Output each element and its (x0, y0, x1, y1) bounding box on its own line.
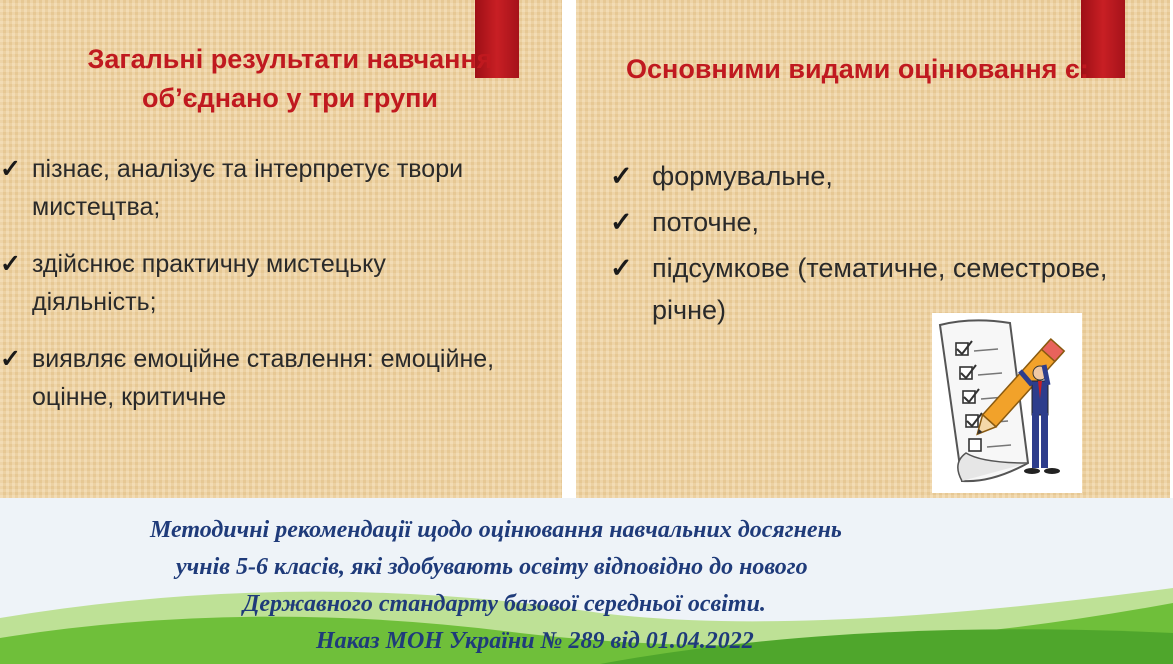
list-item (606, 155, 1166, 197)
check-icon: ✓ (0, 250, 21, 278)
list-item-line1: формувальне, (652, 161, 833, 191)
list-item-line1: підсумкове (тематичне, семестрове, (652, 253, 1108, 283)
right-heading: Основними видами оцінювання є: (626, 54, 1089, 84)
list-item (606, 247, 1166, 331)
check-icon: ✓ (0, 345, 21, 373)
check-icon: ✓ (610, 161, 633, 191)
caption-line4: Наказ МОН України № 289 від 01.04.2022 (316, 628, 754, 654)
check-icon: ✓ (0, 155, 21, 183)
footer-area (0, 498, 1173, 664)
check-icon: ✓ (610, 253, 633, 283)
left-heading (60, 40, 520, 118)
left-heading-line1: Загальні результати навчання (87, 44, 493, 74)
list-item-line1: виявляє емоційне ставлення: емоційне, (32, 345, 495, 373)
list-item (0, 245, 540, 321)
list-item-line1: здійснює практичну мистецьку (32, 250, 386, 278)
caption-line3: Державного стандарту базової середньої освіти. (243, 591, 766, 617)
left-panel (0, 0, 562, 498)
list-item (0, 150, 540, 226)
caption-line2: учнів 5-6 класів, які здобувають освіту відповідно до нового (176, 554, 808, 580)
list-item-line1: поточне, (652, 207, 760, 237)
list-item-line2: мистецтва; (32, 193, 161, 221)
list-item (606, 201, 1166, 243)
assessment-types-list (606, 155, 1166, 335)
learning-results-list (0, 150, 540, 435)
caption-line1: Методичні рекомендації щодо оцінювання навчальних досягнень (150, 517, 842, 543)
right-panel (576, 0, 1170, 498)
list-item (0, 340, 540, 416)
list-item-line2: діяльність; (32, 288, 157, 316)
check-icon: ✓ (610, 207, 633, 237)
list-item-line2: річне) (652, 295, 726, 325)
list-item-line2: оцінне, критичне (32, 383, 227, 411)
left-heading-line2: об’єднано у три групи (142, 83, 438, 113)
checklist-with-pencil-icon (932, 313, 1082, 493)
list-item-line1: пізнає, аналізує та інтерпретує твори (32, 155, 464, 183)
